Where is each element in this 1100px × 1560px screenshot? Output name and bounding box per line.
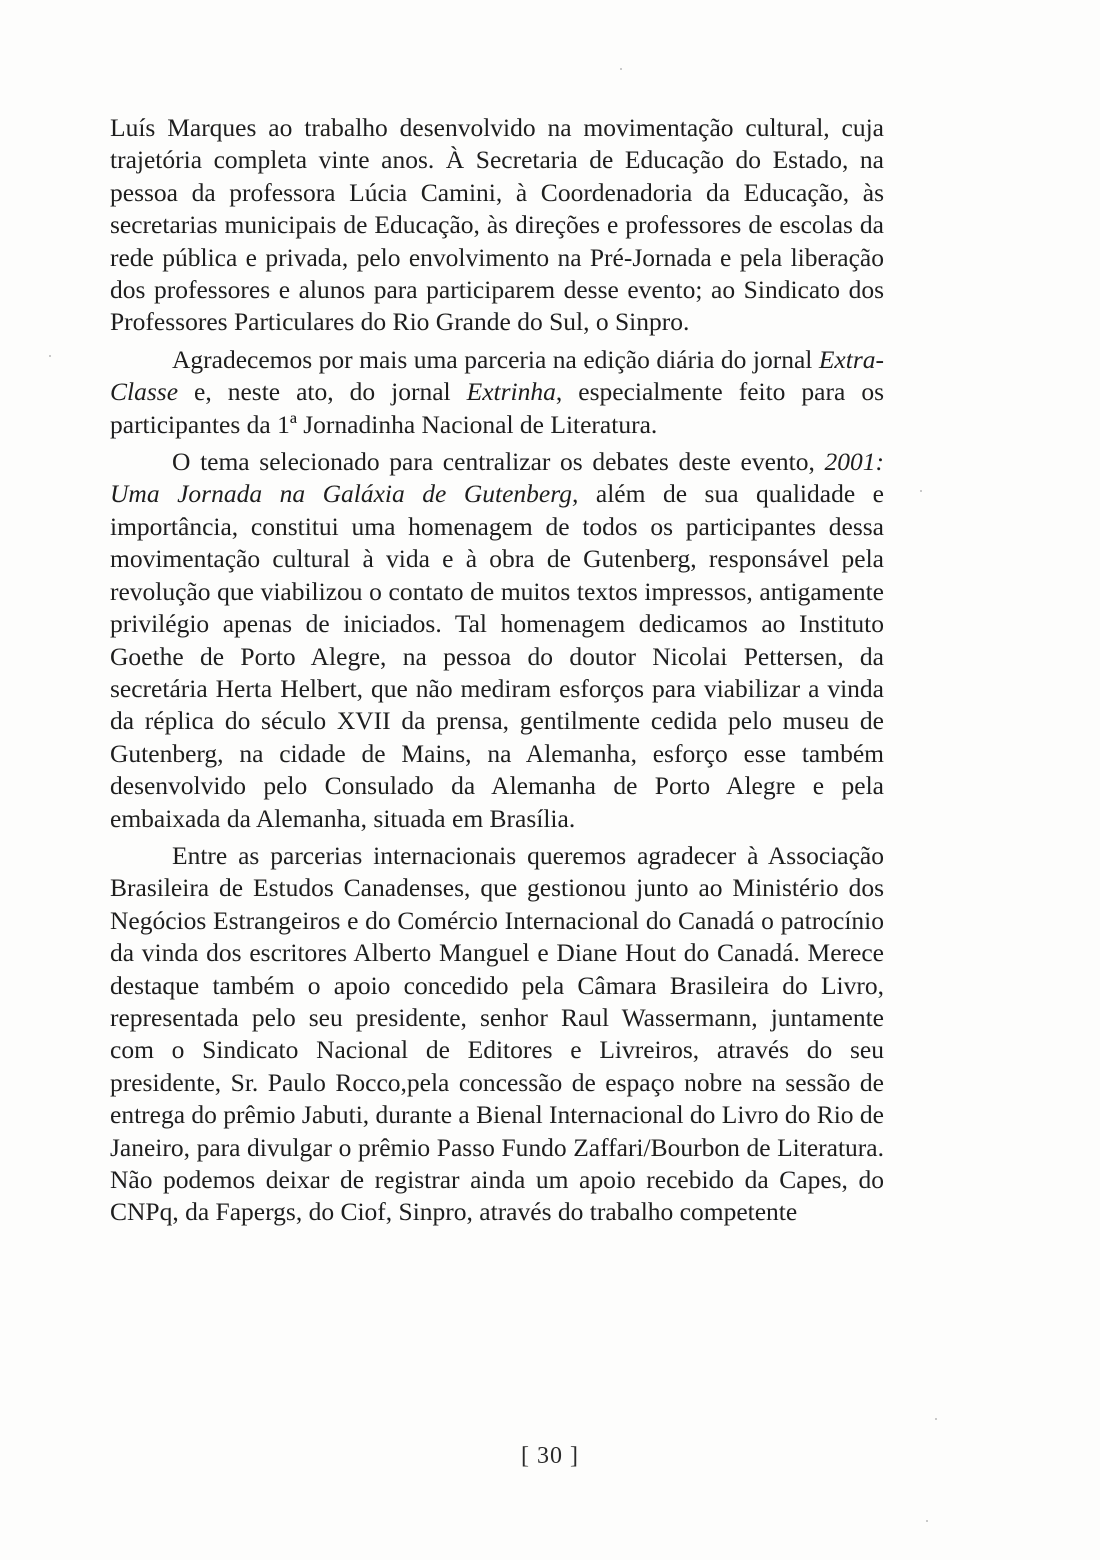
paragraph	[110, 840, 884, 1229]
italic-title: Extra-Classe	[110, 344, 884, 407]
paragraph-text: Luís Marques ao trabalho desenvolvido na movimentação cultural, cuja trajetória completa vinte anos. À Secretaria de Educação do Estado, na pessoa da professora Lúcia Camini, à Coordenadoria da Educação, às secretarias municipais de Educação, às direções e professores de escolas da rede pública e privada, pelo envolvimento na Pré-Jornada e pela liberação dos professores e alunos para participarem desse evento; ao Sindicato dos Professores Particulares do Rio Grande do Sul, o Sinpro.	[110, 113, 884, 337]
scan-speck	[920, 490, 922, 492]
scan-speck	[49, 355, 51, 357]
italic-title: 2001: Uma Jornada na Galáxia de Gutenberg,	[110, 447, 884, 509]
paragraph-text: além de sua qualidade e importância, constitui uma homenagem de todos os participantes dessa movimentação cultural à vida e à obra de Gutenberg, responsável pela revolução que viabilizou o contato de muitos textos impressos, antigamente privilégio apenas de iniciados. Tal homenagem dedicamos ao Instituto Goethe de Porto Alegre, na pessoa do doutor Nicolai Pettersen, da secretária Herta Helbert, que não mediram esforços para viabilizar a vinda da réplica do século XVII da prensa, gentilmente cedida pelo museu de Gutenberg, na cidade de Mains, na Alemanha, esforço esse também desenvolvido pelo Consulado da Alemanha de Porto Alegre e pela embaixada da Alemanha, situada em Brasília.	[110, 479, 884, 833]
italic-title: Extrinha	[466, 377, 556, 407]
paragraph-text: , especialmente feito para os participantes da 1ª Jornadinha Nacional de Literatura.	[110, 377, 884, 439]
paragraph	[110, 446, 884, 835]
paragraph	[110, 112, 884, 339]
scan-speck	[935, 1418, 937, 1420]
scan-speck	[926, 1520, 928, 1522]
paragraph-text: Agradecemos por mais uma parceria na edição diária do jornal	[172, 344, 819, 374]
paragraph-text: e, neste ato, do jornal	[178, 377, 467, 407]
paragraph-text: Entre as parcerias internacionais queremos agradecer à Associação Brasileira de Estudos Canadenses, que gestionou junto ao Ministério dos Negócios Estrangeiros e do Comércio Internacional do Canadá o patrocínio da vinda dos escritores Alberto Manguel e Diane Hout do Canadá. Merece destaque também o apoio concedido pela Câmara Brasileira do Livro, representada pelo seu presidente, senhor Raul Wassermann, juntamente com o Sindicato Nacional de Editores e Livreiros, através do seu presidente, Sr. Paulo Rocco,pela concessão de espaço nobre na sessão de entrega do prêmio Jabuti, durante a Bienal Internacional do Livro do Rio de Janeiro, para divulgar o prêmio Passo Fundo Zaffari/Bourbon de Literatura. Não podemos deixar de registrar ainda um apoio recebido da Capes, do CNPq, da Fapergs, do Ciof, Sinpro, através do trabalho competente	[110, 840, 884, 1227]
scan-speck	[620, 68, 622, 70]
page-number: [ 30 ]	[521, 1443, 579, 1469]
paragraph-text: O tema selecionado para centralizar os debates deste evento,	[172, 447, 825, 477]
body-text	[110, 112, 884, 1234]
paragraph	[110, 344, 884, 441]
